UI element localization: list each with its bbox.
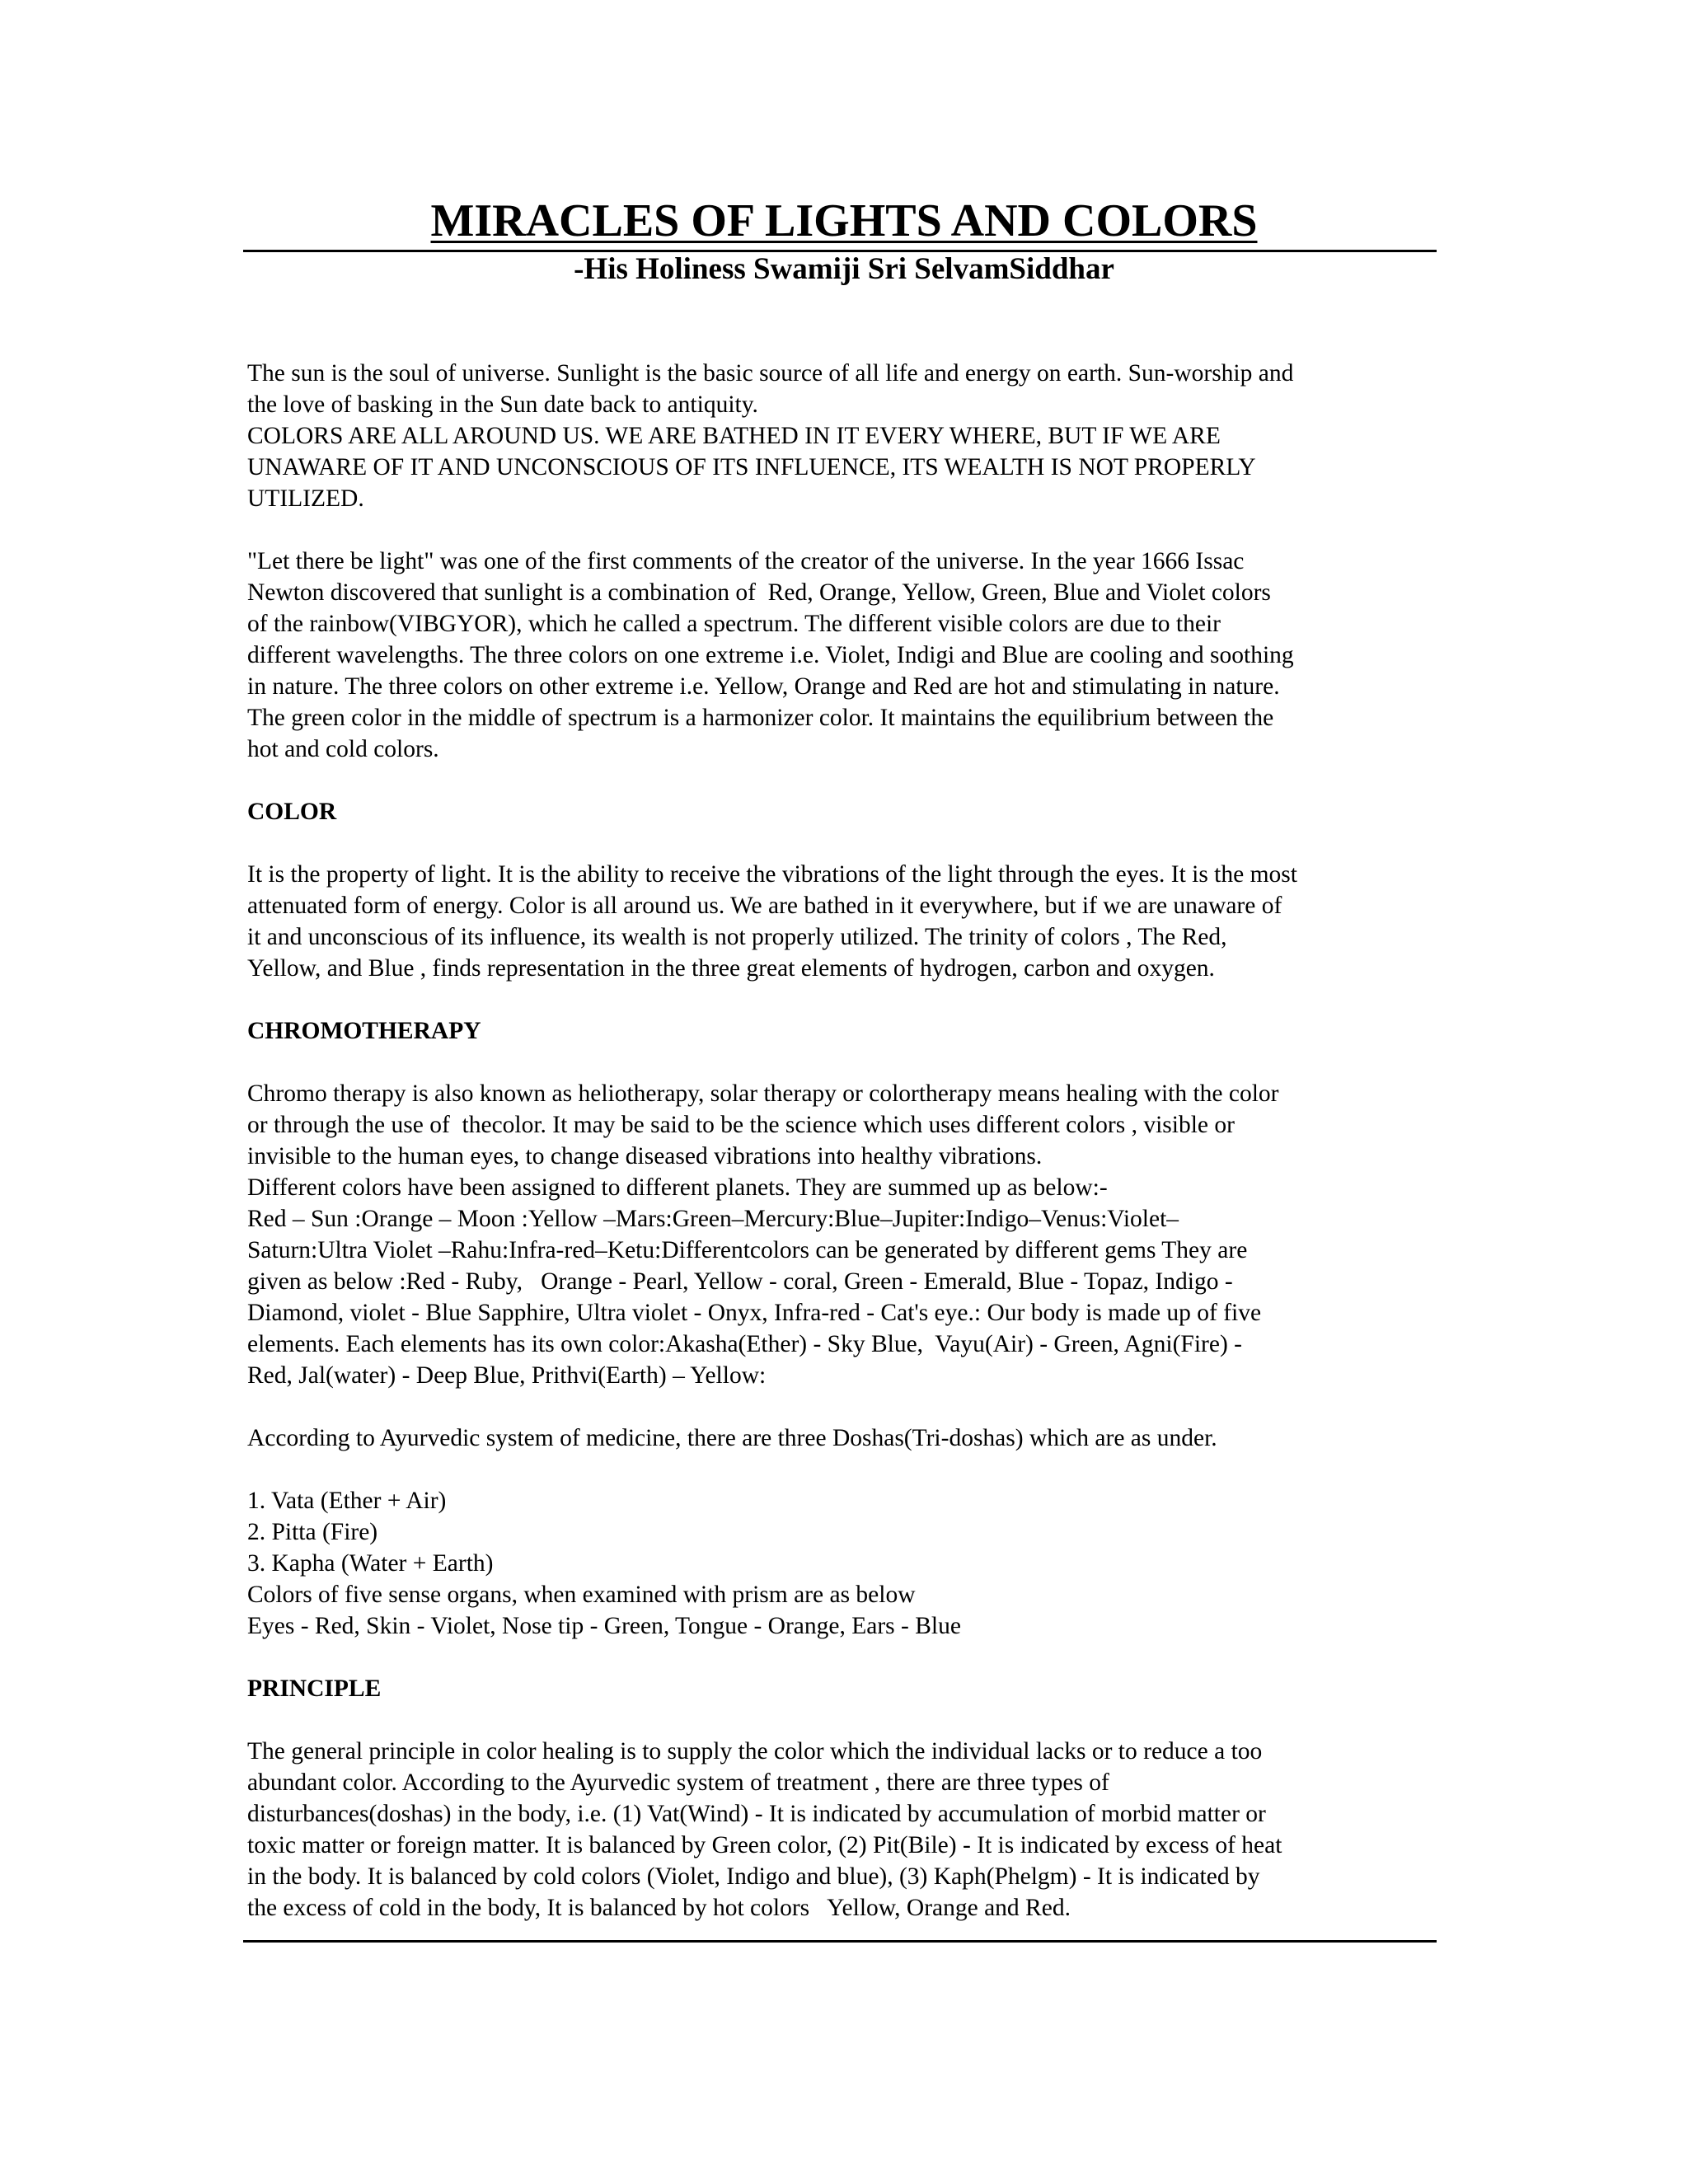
paragraph-line: Saturn:Ultra Violet –Rahu:Infra-red–Ketu:Differentcolors can be generated by different gems They are <box>247 1237 1248 1263</box>
document-body <box>247 358 1438 1924</box>
paragraph-line: Newton discovered that sunlight is a combination of Red, Orange, Yellow, Green, Blue and Violet colors <box>247 579 1271 606</box>
paragraph-gap <box>247 1642 1438 1673</box>
ayurveda-intro-line: According to Ayurvedic system of medicine, there are three Doshas(Tri-doshas) which are as under. <box>247 1425 1217 1451</box>
paragraph-line: invisible to the human eyes, to change diseased vibrations into healthy vibrations. <box>247 1143 1043 1169</box>
section-heading-color: COLOR <box>247 799 337 825</box>
paragraph-line: hot and cold colors. <box>247 736 439 762</box>
paragraph-line: The green color in the middle of spectrum is a harmonizer color. It maintains the equilibrium between the <box>247 705 1274 731</box>
paragraph-gap <box>247 514 1438 546</box>
list-item: 3. Kapha (Water + Earth) <box>247 1550 494 1577</box>
paragraph-line: The general principle in color healing is to supply the color which the individual lacks or to reduce a too <box>247 1738 1263 1765</box>
author-subtitle: -His Holiness Swamiji Sri SelvamSiddhar <box>574 252 1114 286</box>
page-title: MIRACLES OF LIGHTS AND COLORS <box>430 195 1258 246</box>
color-paragraph <box>247 859 1438 984</box>
paragraph-line: in nature. The three colors on other extreme i.e. Yellow, Orange and Red are hot and stimulating in nature. <box>247 673 1280 700</box>
paragraph-line: attenuated form of energy. Color is all around us. We are bathed in it everywhere, but if we are unaware of <box>247 893 1282 919</box>
intro-paragraph <box>247 358 1438 514</box>
paragraph-line: It is the property of light. It is the ability to receive the vibrations of the light through the eyes. It is the most <box>247 861 1297 888</box>
paragraph-line: Red – Sun :Orange – Moon :Yellow –Mars:Green–Mercury:Blue–Jupiter:Indigo–Venus:Violet– <box>247 1206 1179 1232</box>
paragraph-gap <box>247 765 1438 796</box>
chromotherapy-paragraph <box>247 1078 1438 1391</box>
list-item: 1. Vata (Ether + Air) <box>247 1488 447 1514</box>
paragraph-line: elements. Each elements has its own color:Akasha(Ether) - Sky Blue, Vayu(Air) - Green, Agni(Fire) - <box>247 1331 1242 1357</box>
paragraph-gap <box>247 1454 1438 1485</box>
paragraph-line: Chromo therapy is also known as heliotherapy, solar therapy or colortherapy means healing with the color <box>247 1080 1279 1107</box>
paragraph-gap <box>247 1047 1438 1078</box>
paragraph-line: Diamond, violet - Blue Sapphire, Ultra violet - Onyx, Infra-red - Cat's eye.: Our body is made up of five <box>247 1300 1262 1326</box>
paragraph-line: disturbances(doshas) in the body, i.e. (1) Vat(Wind) - It is indicated by accumulation of morbid matter or <box>247 1801 1266 1827</box>
paragraph-line: COLORS ARE ALL AROUND US. WE ARE BATHED IN IT EVERY WHERE, BUT IF WE ARE <box>247 423 1221 449</box>
paragraph-line: different wavelengths. The three colors on one extreme i.e. Violet, Indigi and Blue are cooling and soothing <box>247 642 1294 668</box>
paragraph-line: Eyes - Red, Skin - Violet, Nose tip - Green, Tongue - Orange, Ears - Blue <box>247 1613 961 1639</box>
paragraph-line: Different colors have been assigned to different planets. They are summed up as below:- <box>247 1174 1108 1201</box>
paragraph-line: UTILIZED. <box>247 485 364 512</box>
paragraph-line: The sun is the soul of universe. Sunlight is the basic source of all life and energy on earth. Sun-worship and <box>247 360 1294 387</box>
light-paragraph <box>247 546 1438 765</box>
paragraph-gap <box>247 827 1438 859</box>
paragraph-line: given as below :Red - Ruby, Orange - Pearl, Yellow - coral, Green - Emerald, Blue - Topaz, Indigo - <box>247 1268 1233 1295</box>
list-item: 2. Pitta (Fire) <box>247 1519 378 1545</box>
paragraph-line: "Let there be light" was one of the first comments of the creator of the universe. In the year 1666 Issac <box>247 548 1245 574</box>
sense-organs-paragraph <box>247 1579 1438 1642</box>
section-heading-chromotherapy: CHROMOTHERAPY <box>247 1018 481 1044</box>
paragraph-line: abundant color. According to the Ayurvedic system of treatment , there are three types of <box>247 1769 1109 1796</box>
paragraph-line: it and unconscious of its influence, its wealth is not properly utilized. The trinity of colors , The Red, <box>247 924 1227 950</box>
paragraph-gap <box>247 1391 1438 1422</box>
dosha-list <box>247 1485 1438 1579</box>
paragraph-line: Red, Jal(water) - Deep Blue, Prithvi(Earth) – Yellow: <box>247 1362 767 1389</box>
paragraph-gap <box>247 1704 1438 1736</box>
principle-paragraph <box>247 1736 1438 1924</box>
bottom-rule <box>243 1940 1437 1943</box>
paragraph-line: Colors of five sense organs, when examined with prism are as below <box>247 1582 916 1608</box>
paragraph-line: the love of basking in the Sun date back to antiquity. <box>247 391 758 418</box>
section-heading-principle: PRINCIPLE <box>247 1675 382 1702</box>
paragraph-line: Yellow, and Blue , finds representation in the three great elements of hydrogen, carbon and oxygen. <box>247 955 1215 982</box>
paragraph-line: toxic matter or foreign matter. It is balanced by Green color, (2) Pit(Bile) - It is indicated by excess of heat <box>247 1832 1282 1858</box>
paragraph-line: the excess of cold in the body, It is balanced by hot colors Yellow, Orange and Red. <box>247 1895 1071 1921</box>
paragraph-line: or through the use of thecolor. It may be said to be the science which uses different colors , visible or <box>247 1112 1235 1138</box>
paragraph-line: UNAWARE OF IT AND UNCONSCIOUS OF ITS INFLUENCE, ITS WEALTH IS NOT PROPERLY <box>247 454 1256 480</box>
paragraph-line: of the rainbow(VIBGYOR), which he called a spectrum. The different visible colors are due to their <box>247 611 1221 637</box>
paragraph-gap <box>247 984 1438 1015</box>
paragraph-line: in the body. It is balanced by cold colors (Violet, Indigo and blue), (3) Kaph(Phelgm) - It is indicated by <box>247 1863 1260 1890</box>
